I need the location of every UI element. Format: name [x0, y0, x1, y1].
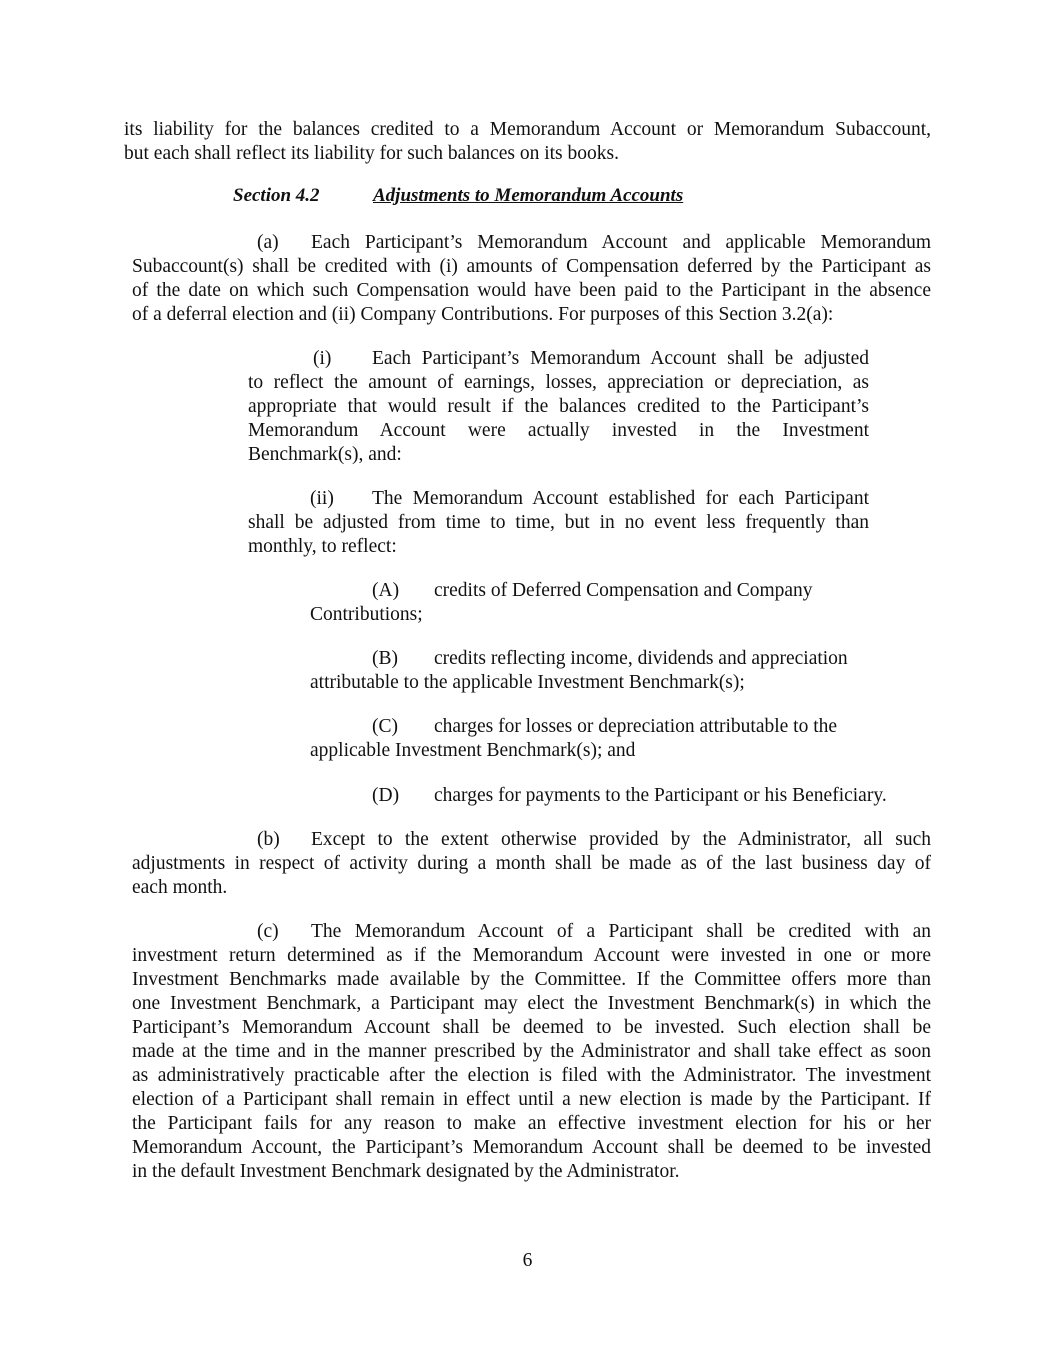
- text-line: Contributions;: [310, 604, 423, 625]
- text-line: adjustments in respect of activity during a month shall be made as of the last business day of: [132, 853, 931, 874]
- text-line: monthly, to reflect:: [248, 536, 397, 557]
- text-line: credits of Deferred Compensation and Company: [434, 580, 813, 601]
- text-line: charges for losses or depreciation attributable to the: [434, 716, 838, 737]
- text-line: applicable Investment Benchmark(s); and: [310, 740, 636, 761]
- paragraph-label: (ii): [310, 488, 334, 509]
- text-line: Benchmark(s), and:: [248, 444, 402, 465]
- section-heading: [233, 185, 683, 207]
- text-line: but each shall reflect its liability for such balances on its books.: [124, 143, 619, 164]
- text-line: of the date on which such Compensation would have been paid to the Participant in the absence: [132, 280, 931, 301]
- text-line: in the default Investment Benchmark designated by the Administrator.: [132, 1161, 680, 1182]
- text-line: one Investment Benchmark, a Participant may elect the Investment Benchmark(s) in which the: [132, 993, 931, 1014]
- text-line: appropriate that would result if the balances credited to the Participant’s: [248, 396, 869, 417]
- paragraph-label: (D): [372, 785, 400, 806]
- text-line: investment return determined as if the Memorandum Account were invested in one or more: [132, 945, 931, 966]
- text-line: as administratively practicable after the election is filed with the Administrator. The investment: [132, 1065, 931, 1086]
- text-line: made at the time and in the manner prescribed by the Administrator and shall take effect as soon: [132, 1041, 931, 1062]
- text-line: election of a Participant shall remain in effect until a new election is made by the Participant. If: [132, 1089, 931, 1110]
- text-line: The Memorandum Account of a Participant shall be credited with an: [311, 921, 931, 942]
- text-line: the Participant fails for any reason to make an effective investment election for his or her: [132, 1113, 931, 1134]
- page-number: 6: [522, 1250, 533, 1271]
- text-line: each month.: [132, 877, 228, 898]
- text-line: Except to the extent otherwise provided by the Administrator, all such: [311, 829, 931, 850]
- text-line: The Memorandum Account established for each Participant: [372, 488, 869, 509]
- text-line: Each Participant’s Memorandum Account and applicable Memorandum: [311, 232, 931, 253]
- paragraph-label: (A): [372, 580, 400, 601]
- text-line: charges for payments to the Participant or his Beneficiary.: [434, 785, 887, 806]
- text-line: Each Participant’s Memorandum Account shall be adjusted: [372, 348, 869, 369]
- text-line: credits reflecting income, dividends and appreciation: [434, 648, 848, 669]
- text-line: Participant’s Memorandum Account shall be deemed to be invested. Such election shall be: [132, 1017, 931, 1038]
- text-line: Investment Benchmarks made available by the Committee. If the Committee offers more than: [132, 969, 931, 990]
- paragraph-label: (C): [372, 716, 398, 737]
- text-line: attributable to the applicable Investment Benchmark(s);: [310, 672, 745, 693]
- text-line: Memorandum Account, the Participant’s Memorandum Account shall be deemed to be invested: [132, 1137, 931, 1158]
- paragraph-label: (B): [372, 648, 398, 669]
- text-line: Memorandum Account were actually invested in the Investment: [248, 420, 869, 441]
- text-line: shall be adjusted from time to time, but in no event less frequently than: [248, 512, 869, 533]
- section-number: Section 4.2: [233, 185, 320, 206]
- paragraph-label: (i): [313, 348, 332, 369]
- text-line: of a deferral election and (ii) Company Contributions. For purposes of this Section 3.2(a):: [132, 304, 834, 325]
- paragraph-label: (c): [257, 921, 279, 942]
- section-title: Adjustments to Memorandum Accounts: [373, 185, 684, 206]
- text-line: to reflect the amount of earnings, losses, appreciation or depreciation, as: [248, 372, 869, 393]
- text-line: its liability for the balances credited to a Memorandum Account or Memorandum Subaccount,: [124, 119, 931, 140]
- text-line: Subaccount(s) shall be credited with (i) amounts of Compensation deferred by the Participant as: [132, 256, 931, 277]
- paragraph-label: (a): [257, 232, 279, 253]
- paragraph-label: (b): [257, 829, 280, 850]
